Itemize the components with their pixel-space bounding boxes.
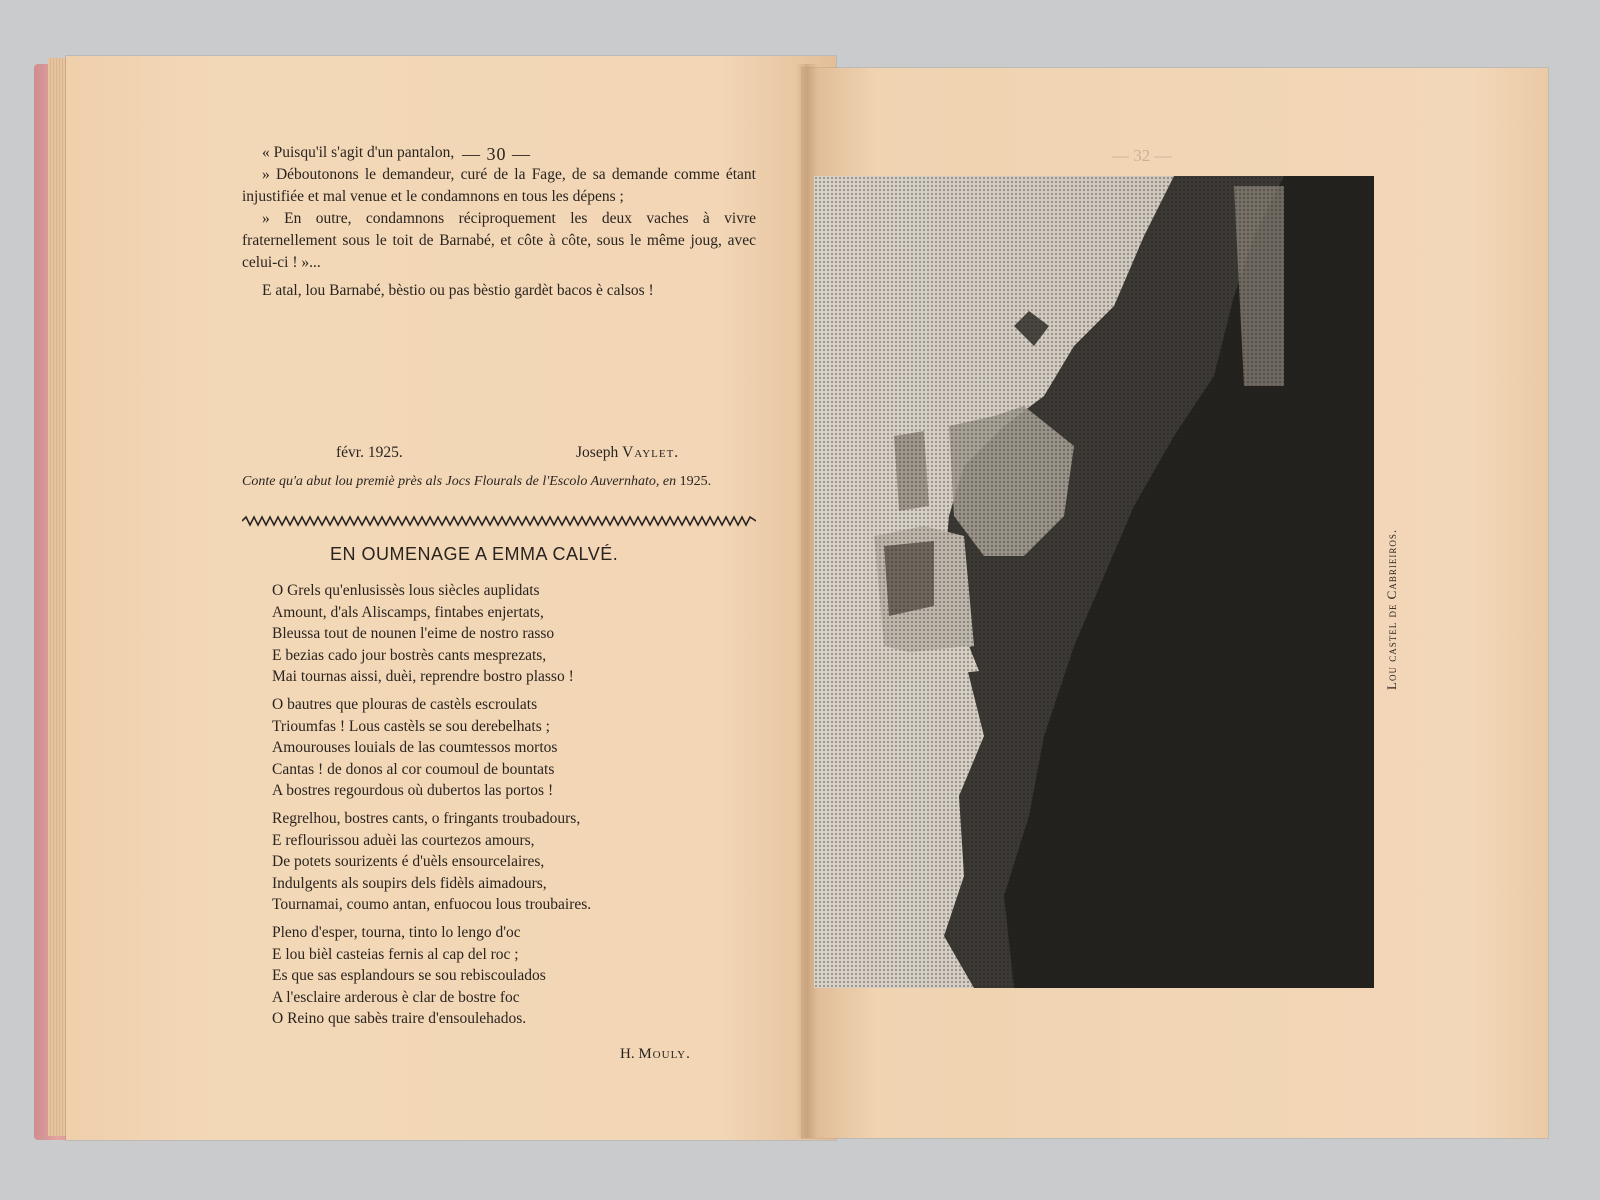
poem-line: E reflourissou aduèi las courtezos amours, <box>272 831 535 849</box>
poet-signature <box>620 1046 691 1063</box>
poem-line: Indulgents als soupirs dels fidèls aimadours, <box>272 874 547 892</box>
award-note <box>242 472 756 491</box>
poem-line: Es que sas esplandours se sou rebiscoulados <box>272 967 546 985</box>
poem-line: O Grels qu'enlusissès lous siècles auplidats <box>272 582 540 599</box>
signature-author <box>576 444 679 462</box>
author-last-name: Vaylet. <box>622 444 680 461</box>
poem-line: Trioumfas ! Lous castèls se sou derebelhats ; <box>272 717 550 735</box>
poem-line: A bostres regourdous où dubertos las portos ! <box>272 782 554 800</box>
poem-line: O Reino que sabès traire d'ensoulehados. <box>272 1010 527 1028</box>
signature-date: févr. 1925. <box>336 444 403 461</box>
prose-paragraph: » Déboutonons le demandeur, curé de la Fage, de sa demande comme étant injustifiée et mal venue et le condamnons en tous les dépens ; <box>242 166 756 205</box>
photo-caption <box>1384 529 1400 690</box>
poem-line: A l'esclaire arderous è clar de bostre foc <box>272 988 520 1006</box>
poem-line: Regrelhou, bostres cants, o fringants troubadours, <box>272 809 581 827</box>
poem-line: E lou bièl casteias fernis al cap del roc ; <box>272 945 519 963</box>
prose-paragraph: » En outre, condamnons réciproquement les deux vaches à vivre fraternellement sous le toit de Barnabé, et côte à côte, sous le même joug, avec celui-ci ! »... <box>242 210 756 271</box>
poem-body <box>272 580 732 1036</box>
poem-line: De potets sourizents é d'uèls ensourcelaires, <box>272 853 545 871</box>
poem-stanza <box>272 808 732 916</box>
poem-line: Pleno d'esper, tourna, tinto lo lengo d'oc <box>272 923 521 941</box>
prose-block <box>242 142 756 302</box>
poem-line: Mai tournas aissi, duèi, reprendre bostro plasso ! <box>272 668 574 686</box>
author-first-name: Joseph <box>576 444 619 461</box>
prose-paragraph: « Puisqu'il s'agit d'un pantalon, <box>262 144 455 161</box>
award-note-text: Conte qu'a abut lou premiè près als Jocs Flourals de l'Escolo Auvernhato, en <box>242 474 677 489</box>
decorative-divider <box>242 514 756 528</box>
poem-line: Cantas ! de donos al cor coumoul de bountats <box>272 760 555 778</box>
poem-stanza <box>272 580 732 688</box>
prose-paragraph: E atal, lou Barnabé, bèstio ou pas bèstio gardèt bacos è calsos ! <box>262 282 654 299</box>
poem-line: Amourouses louials de las coumtessos mortos <box>272 739 558 757</box>
poem-title: EN OUMENAGE A EMMA CALVÉ. <box>330 544 619 564</box>
photo-caption-text: Lou castel de Cabrieiros. <box>1384 528 1399 690</box>
poem-line: Tournamai, coumo antan, enfuocou lous troubaires. <box>272 896 592 914</box>
poem-stanza <box>272 922 732 1030</box>
poem-line: E bezias cado jour bostrès cants mesprezats, <box>272 646 547 664</box>
poet-name: Mouly. <box>638 1046 691 1062</box>
castle-photograph <box>814 176 1374 988</box>
poem-stanza <box>272 694 732 802</box>
poem-line: Amount, d'als Aliscamps, fintabes enjertats, <box>272 603 544 621</box>
poet-initial: H. <box>620 1046 635 1062</box>
poem-line: O bautres que plouras de castèls escroulats <box>272 695 538 713</box>
poem-line: Bleussa tout de nounen l'eime de nostro rasso <box>272 625 555 643</box>
left-page <box>66 56 836 1140</box>
award-note-year: 1925. <box>679 474 712 489</box>
bleed-through-page-number: — 32 — <box>1112 146 1172 165</box>
page-number: — 30 — <box>462 144 531 164</box>
